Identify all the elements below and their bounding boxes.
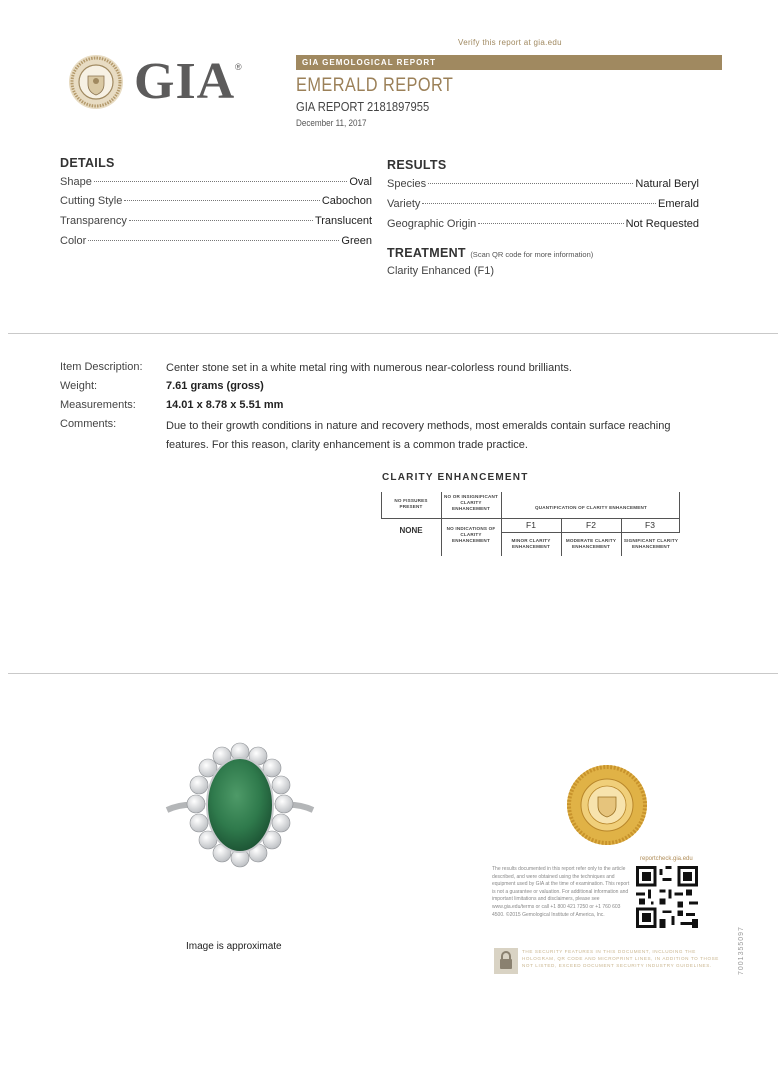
weight-value: 7.61 grams (gross)	[166, 380, 264, 392]
section-divider	[8, 333, 778, 334]
clarity-enhancement-title: CLARITY ENHANCEMENT	[382, 472, 529, 483]
grade-f2: F2	[586, 520, 596, 530]
comments-label: Comments:	[60, 418, 117, 430]
fine-print: The results documented in this report refer only to the article described, and were obtained using the techniques and equipment used by GIA at the time of examination. This report is not a guarantee or valuation. For additional information and important limitations and disclaimers, please see www.gia.edu/terms or call +1 800 421 7250 or +1 760 603 4500. ©2015 Gemological Institute of America, Inc.	[492, 866, 630, 918]
verify-link[interactable]: Verify this report at gia.edu	[458, 38, 562, 47]
serial-number: 7001355097	[738, 926, 745, 975]
results-value: Natural Beryl	[635, 178, 699, 190]
f3-description: SIGNIFICANT CLARITY ENHANCEMENT	[623, 538, 679, 549]
qr-code-icon[interactable]	[636, 866, 698, 928]
comments-line-2: features. For this reason, clarity enhancement is a common trade practice.	[166, 439, 528, 451]
item-description-value: Center stone set in a white metal ring with numerous near-colorless round brilliants.	[166, 362, 572, 374]
none-value: NONE	[399, 526, 423, 535]
leader-dots	[94, 181, 348, 182]
results-row-variety	[387, 198, 699, 210]
treatment-heading-group	[387, 244, 593, 262]
results-value: Not Requested	[625, 218, 699, 230]
results-row-origin	[387, 218, 699, 230]
results-label: Variety	[387, 198, 421, 210]
details-label: Shape	[60, 176, 92, 188]
treatment-heading: TREATMENT	[387, 246, 466, 260]
details-row-color	[60, 235, 372, 247]
weight-label: Weight:	[60, 380, 98, 392]
section-divider	[8, 673, 778, 674]
leader-dots	[129, 220, 313, 221]
image-caption: Image is approximate	[186, 941, 282, 952]
results-value: Emerald	[658, 198, 699, 210]
details-value: Oval	[349, 176, 372, 188]
leader-dots	[124, 200, 319, 201]
comments-line-1: Due to their growth conditions in nature and recovery methods, most emeralds contain surface reaching	[166, 420, 671, 432]
grade-f1: F1	[526, 520, 536, 530]
gia-logo-text: GIA	[134, 53, 236, 110]
leader-dots	[88, 240, 339, 241]
f2-description: MODERATE CLARITY ENHANCEMENT	[565, 538, 617, 549]
ring-photo	[165, 740, 315, 880]
leader-dots	[428, 183, 633, 184]
item-description-label: Item Description:	[60, 361, 143, 373]
results-heading: RESULTS	[387, 158, 447, 172]
header-quantification: QUANTIFICATION OF CLARITY ENHANCEMENT	[534, 505, 648, 510]
treatment-value: Clarity Enhanced (F1)	[387, 265, 494, 277]
details-value: Translucent	[314, 215, 372, 227]
results-label: Geographic Origin	[387, 218, 477, 230]
report-number: GIA REPORT 2181897955	[296, 99, 430, 114]
details-row-cutting	[60, 195, 372, 207]
measurements-label: Measurements:	[60, 399, 136, 411]
report-band: GIA GEMOLOGICAL REPORT	[296, 55, 722, 70]
reportcheck-link[interactable]: reportcheck.gia.edu	[640, 856, 693, 862]
report-date: December 11, 2017	[296, 118, 367, 128]
details-value: Green	[341, 235, 372, 247]
treatment-note: (Scan QR code for more information)	[470, 250, 594, 259]
leader-dots	[422, 203, 656, 204]
details-row-shape	[60, 176, 372, 188]
f1-description: MINOR CLARITY ENHANCEMENT	[511, 538, 551, 549]
lock-icon	[494, 948, 518, 974]
gia-seal-icon	[68, 54, 124, 110]
details-heading: DETAILS	[60, 156, 115, 170]
details-label: Color	[60, 235, 87, 247]
clarity-enhancement-table	[381, 492, 681, 558]
report-type: EMERALD REPORT	[296, 75, 454, 96]
security-text: THE SECURITY FEATURES IN THIS DOCUMENT, INCLUDING THE HOLOGRAM, QR CODE AND MICROPRINT LINES, IN ADDITION TO THOSE NOT LISTED, EXCEED DOCUMENT SECURITY INDUSTRY GUIDELINES.	[522, 949, 719, 968]
header-no-fissures: NO FISSURES PRESENT	[394, 498, 428, 509]
results-row-species	[387, 178, 699, 190]
measurements-value: 14.01 x 8.78 x 5.51 mm	[166, 399, 284, 411]
header-no-insignificant: NO OR INSIGNIFICANT CLARITY ENHANCEMENT	[443, 494, 499, 511]
registered-mark: ®	[235, 62, 242, 72]
no-indications: NO INDICATIONS OF CLARITY ENHANCEMENT	[446, 526, 496, 543]
details-value: Cabochon	[321, 195, 372, 207]
gold-seal-icon	[566, 764, 648, 846]
details-label: Transparency	[60, 215, 127, 227]
security-band	[492, 946, 722, 976]
details-label: Cutting Style	[60, 195, 123, 207]
leader-dots	[478, 223, 623, 224]
results-label: Species	[387, 178, 427, 190]
details-row-transparency	[60, 215, 372, 227]
grade-f3: F3	[645, 520, 655, 530]
